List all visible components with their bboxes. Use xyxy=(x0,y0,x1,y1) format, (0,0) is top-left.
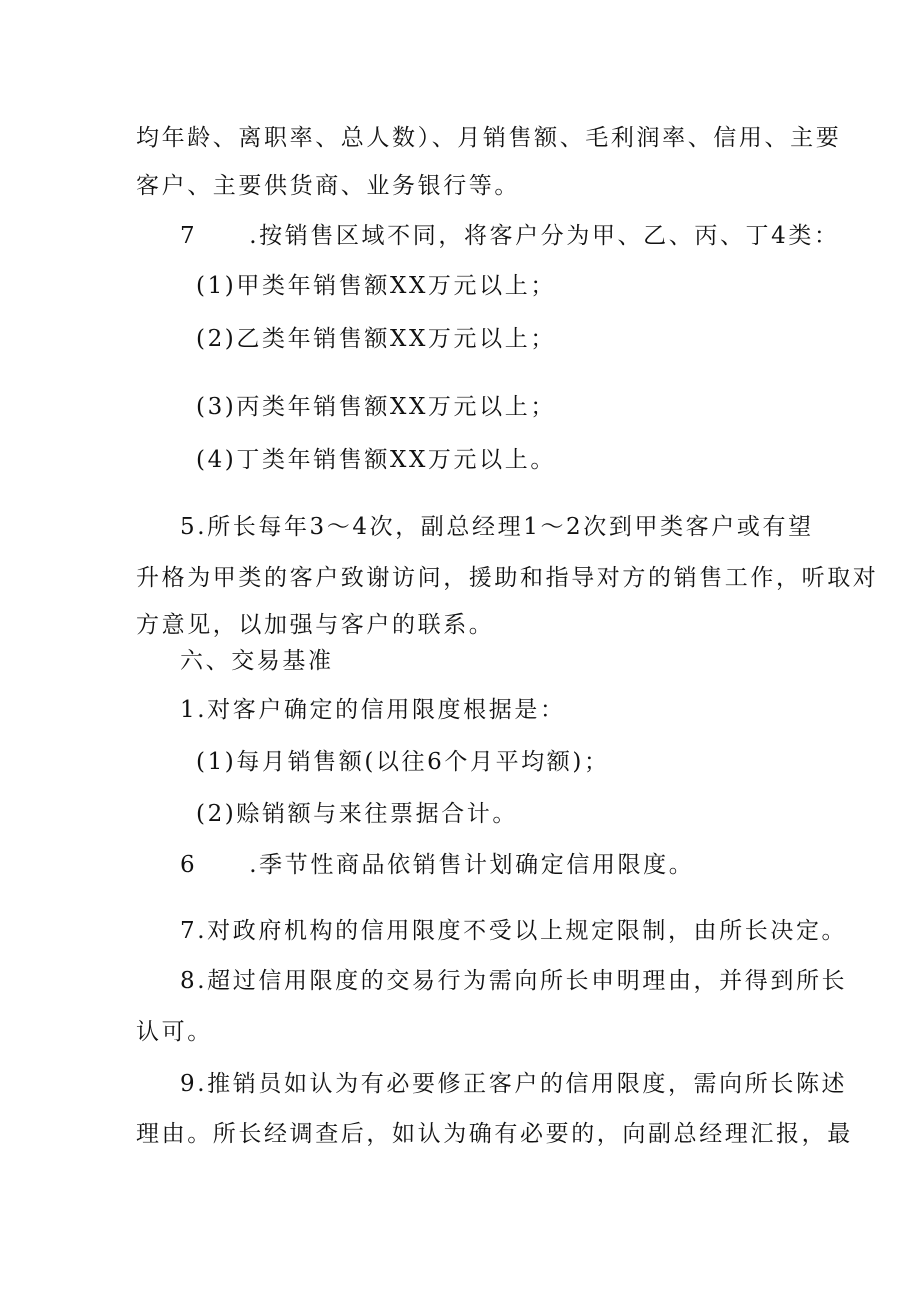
list-item xyxy=(180,854,694,877)
sub-item: (1)每月销售额(以往6个月平均额)； xyxy=(196,749,610,775)
paragraph-line: 认可。 xyxy=(136,1019,213,1045)
sub-item: (1)甲类年销售额XX万元以上； xyxy=(196,273,556,299)
list-item: 9.推销员如认为有必要修正客户的信用限度，需向所长陈述 xyxy=(180,1071,848,1097)
item-number: 6 xyxy=(180,852,198,878)
sub-item: (4)丁类年销售额XX万元以上。 xyxy=(196,447,556,473)
paragraph-line: 均年龄、离职率、总人数）、月销售额、毛利润率、信用、主要 xyxy=(136,125,842,151)
list-item: 1.对客户确定的信用限度根据是： xyxy=(180,697,566,723)
list-item: 5.所长每年3～4次，副总经理1～2次到甲类客户或有望 xyxy=(180,514,814,540)
list-item-heading xyxy=(180,225,840,248)
paragraph-line: 升格为甲类的客户致谢访问，援助和指导对方的销售工作，听取对 xyxy=(136,565,879,591)
item-number: 7 xyxy=(180,223,198,249)
list-item: 8.超过信用限度的交易行为需向所长申明理由，并得到所长 xyxy=(180,968,848,994)
paragraph-line: 方意见，以加强与客户的联系。 xyxy=(136,612,495,638)
list-item: 7.对政府机构的信用限度不受以上规定限制，由所长决定。 xyxy=(180,918,848,944)
item-text: .季节性商品依销售计划确定信用限度。 xyxy=(249,852,695,878)
sub-item: (2)赊销额与来往票据合计。 xyxy=(196,801,518,827)
sub-item: (2)乙类年销售额XX万元以上； xyxy=(196,326,556,352)
paragraph-line: 客户、主要供货商、业务银行等。 xyxy=(136,173,520,199)
item-text: .按销售区域不同，将客户分为甲、乙、丙、丁4类： xyxy=(249,223,840,249)
section-heading: 六、交易基准 xyxy=(180,648,334,674)
sub-item: (3)丙类年销售额XX万元以上； xyxy=(196,394,556,420)
paragraph-line: 理由。所长经调查后，如认为确有必要的，向副总经理汇报，最 xyxy=(136,1121,853,1147)
